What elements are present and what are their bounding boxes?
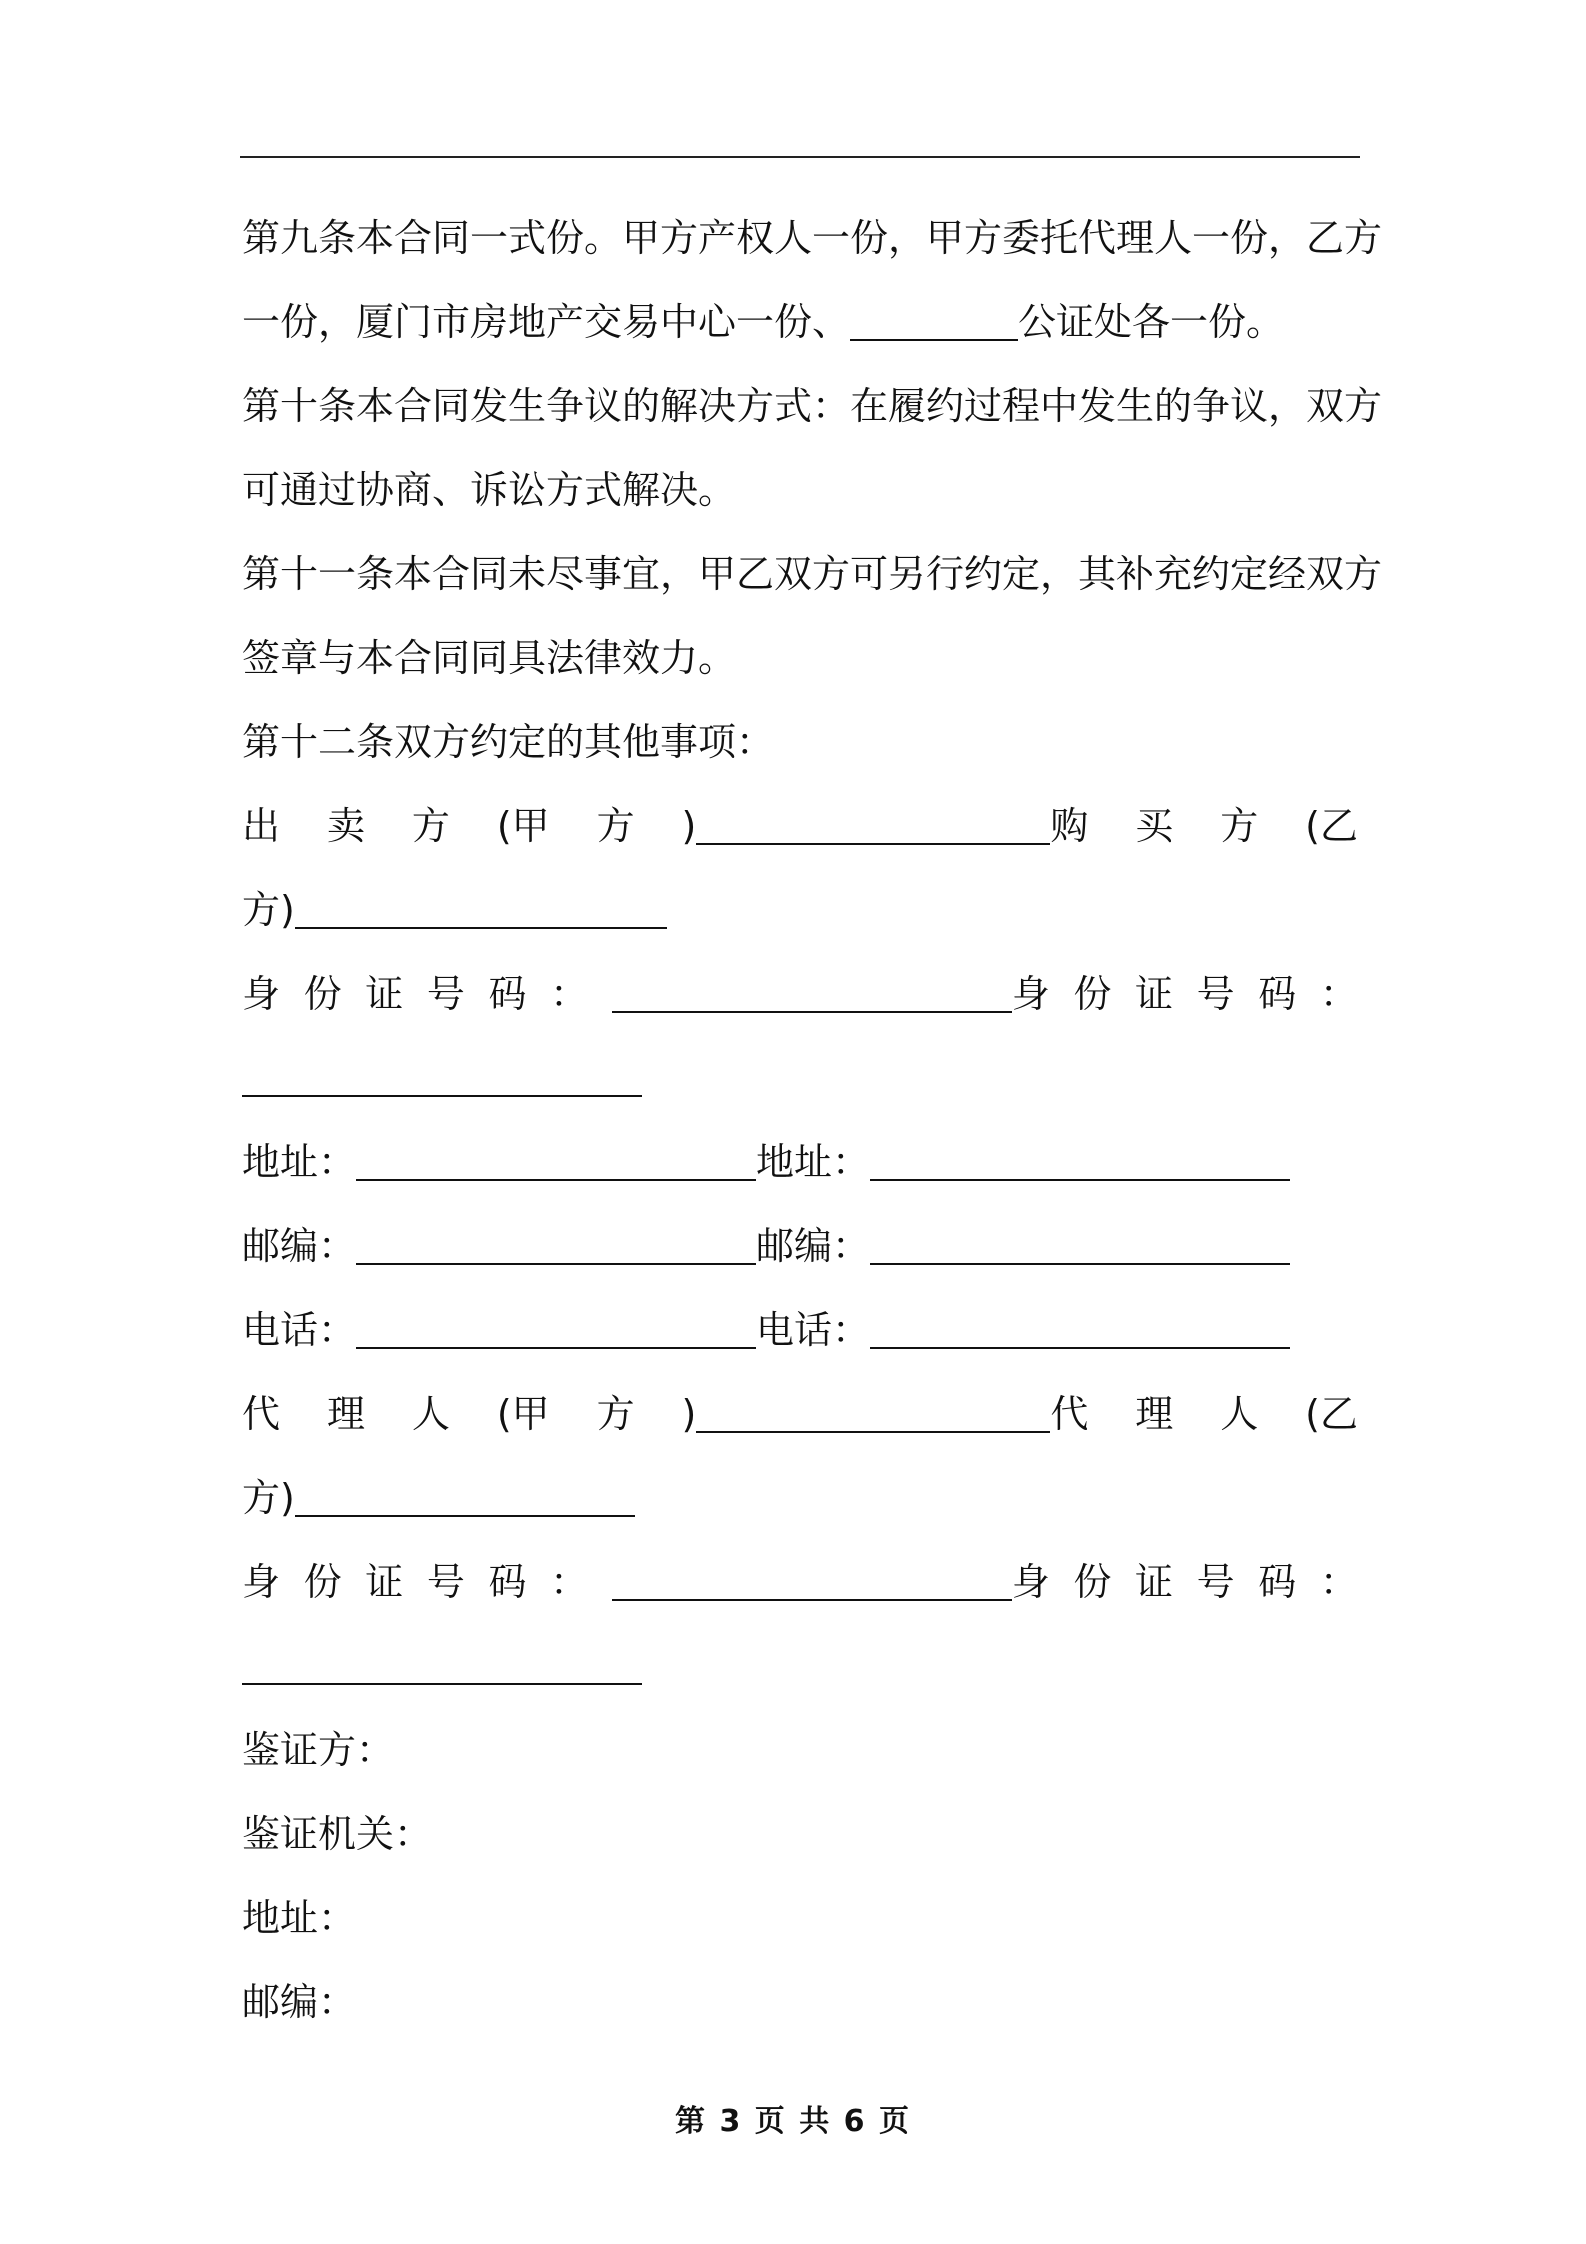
postcode-label: 邮编：	[242, 1224, 357, 1268]
seller-id-blank[interactable]	[612, 977, 1012, 1013]
seller-agent-id-blank[interactable]	[612, 1565, 1012, 1601]
id-label-char: ：	[1319, 972, 1358, 1016]
article-9-text-a: 一份，厦门市房地产交易中心一份、	[242, 300, 851, 344]
seller-label-char: 卖	[326, 804, 365, 848]
seller-phone-blank[interactable]	[356, 1313, 756, 1349]
id-label-char: ：	[550, 1560, 589, 1604]
id-label-char: 号	[1196, 1560, 1235, 1604]
agent-label-char: 人	[1220, 1392, 1259, 1436]
postcode-line	[242, 1204, 1358, 1288]
agent-label-end: 方)	[242, 1476, 295, 1520]
id-label-char: 份	[303, 972, 342, 1016]
buyer-name-blank[interactable]	[295, 893, 667, 929]
buyer-label-char: (乙	[1305, 804, 1358, 848]
id-number-line	[242, 952, 1358, 1036]
id-label-char: 身	[242, 972, 281, 1016]
seller-buyer-line	[242, 784, 1358, 868]
agent-label-char: (乙	[1305, 1392, 1358, 1436]
article-9-text-b: 公证处各一份。	[1018, 300, 1285, 344]
contract-body	[242, 196, 1383, 2044]
article-11-line-1: 第十一条本合同未尽事宜，甲乙双方可另行约定，其补充约定经双方	[242, 552, 1383, 596]
seller-agent-blank[interactable]	[696, 1397, 1050, 1433]
phone-label: 电话：	[756, 1308, 871, 1352]
id-label-char: 份	[303, 1560, 342, 1604]
seller-agent-id-field	[612, 1540, 1050, 1624]
agent-label-char: )	[681, 1392, 697, 1436]
id-label-char: 证	[365, 972, 404, 1016]
seller-address-blank[interactable]	[356, 1145, 756, 1181]
article-9-line-2	[242, 280, 1358, 364]
article-12-line-1: 第十二条双方约定的其他事项：	[242, 720, 775, 764]
buyer-id-blank[interactable]	[242, 1061, 642, 1097]
notary-blank[interactable]	[850, 305, 1018, 341]
id-label-char: 码	[1258, 1560, 1297, 1604]
buyer-agent-id-line	[242, 1624, 1358, 1708]
seller-name-field	[682, 784, 1089, 868]
buyer-postcode-blank[interactable]	[870, 1229, 1290, 1265]
agent-line	[242, 1372, 1358, 1456]
buyer-label-char: 方	[1220, 804, 1259, 848]
buyer-agent-id-blank[interactable]	[242, 1649, 642, 1685]
seller-label-char: 出	[242, 804, 281, 848]
id-label-char: 身	[1011, 1560, 1050, 1604]
seller-id-field	[612, 952, 1050, 1036]
seller-label-char: 方	[411, 804, 450, 848]
agent-label-char: 理	[326, 1392, 365, 1436]
id-label-char: 证	[1135, 1560, 1174, 1604]
seller-label-char: )	[681, 804, 697, 848]
buyer-address-blank[interactable]	[870, 1145, 1290, 1181]
id-label-char: 证	[365, 1560, 404, 1604]
buyer-label-char: 购	[1050, 804, 1089, 848]
id-label-char: 码	[1258, 972, 1297, 1016]
agent-label-char: 方	[596, 1392, 635, 1436]
article-11-line-2: 签章与本合同同具法律效力。	[242, 636, 737, 680]
agent-label-char: 理	[1135, 1392, 1174, 1436]
buyer-agent-line	[242, 1456, 1358, 1540]
seller-agent-field	[682, 1372, 1089, 1456]
verification-address-label: 地址：	[242, 1896, 357, 1940]
buyer-id-line	[242, 1036, 1358, 1120]
agent-label-char: 代	[242, 1392, 281, 1436]
buyer-label-char: 买	[1135, 804, 1174, 848]
buyer-label-end: 方)	[242, 888, 295, 932]
article-10-line-2: 可通过协商、诉讼方式解决。	[242, 468, 737, 512]
seller-label-char: (甲	[496, 804, 550, 848]
page-number: 第 3 页 共 6 页	[675, 2104, 911, 2139]
id-label-char: 码	[488, 1560, 527, 1604]
agent-label-char: 人	[411, 1392, 450, 1436]
verification-authority-label: 鉴证机关：	[242, 1812, 433, 1856]
id-label-char: ：	[550, 972, 589, 1016]
article-9-line-1: 第九条本合同一式份。甲方产权人一份，甲方委托代理人一份，乙方	[242, 216, 1383, 260]
agent-label-char: 代	[1050, 1392, 1089, 1436]
agent-id-number-line	[242, 1540, 1358, 1624]
address-line	[242, 1120, 1358, 1204]
seller-label-char: 方	[596, 804, 635, 848]
id-label-char: 号	[426, 972, 465, 1016]
id-label-char: ：	[1319, 1560, 1358, 1604]
verification-postcode-label: 邮编：	[242, 1980, 357, 2024]
verifier-label: 鉴证方：	[242, 1728, 395, 1772]
id-label-char: 身	[242, 1560, 281, 1604]
buyer-name-line	[242, 868, 1358, 952]
id-label-char: 码	[488, 972, 527, 1016]
seller-name-blank[interactable]	[696, 809, 1050, 845]
phone-line	[242, 1288, 1358, 1372]
address-label: 地址：	[756, 1140, 871, 1184]
id-label-char: 身	[1011, 972, 1050, 1016]
agent-label-char: (甲	[496, 1392, 550, 1436]
buyer-agent-blank[interactable]	[295, 1481, 635, 1517]
seller-postcode-blank[interactable]	[356, 1229, 756, 1265]
id-label-char: 份	[1073, 972, 1112, 1016]
buyer-phone-blank[interactable]	[870, 1313, 1290, 1349]
article-10-line-1: 第十条本合同发生争议的解决方式：在履约过程中发生的争议，双方	[242, 384, 1383, 428]
header-divider	[240, 156, 1360, 158]
id-label-char: 号	[426, 1560, 465, 1604]
postcode-label: 邮编：	[756, 1224, 871, 1268]
id-label-char: 证	[1135, 972, 1174, 1016]
address-label: 地址：	[242, 1140, 357, 1184]
id-label-char: 份	[1073, 1560, 1112, 1604]
id-label-char: 号	[1196, 972, 1235, 1016]
phone-label: 电话：	[242, 1308, 357, 1352]
